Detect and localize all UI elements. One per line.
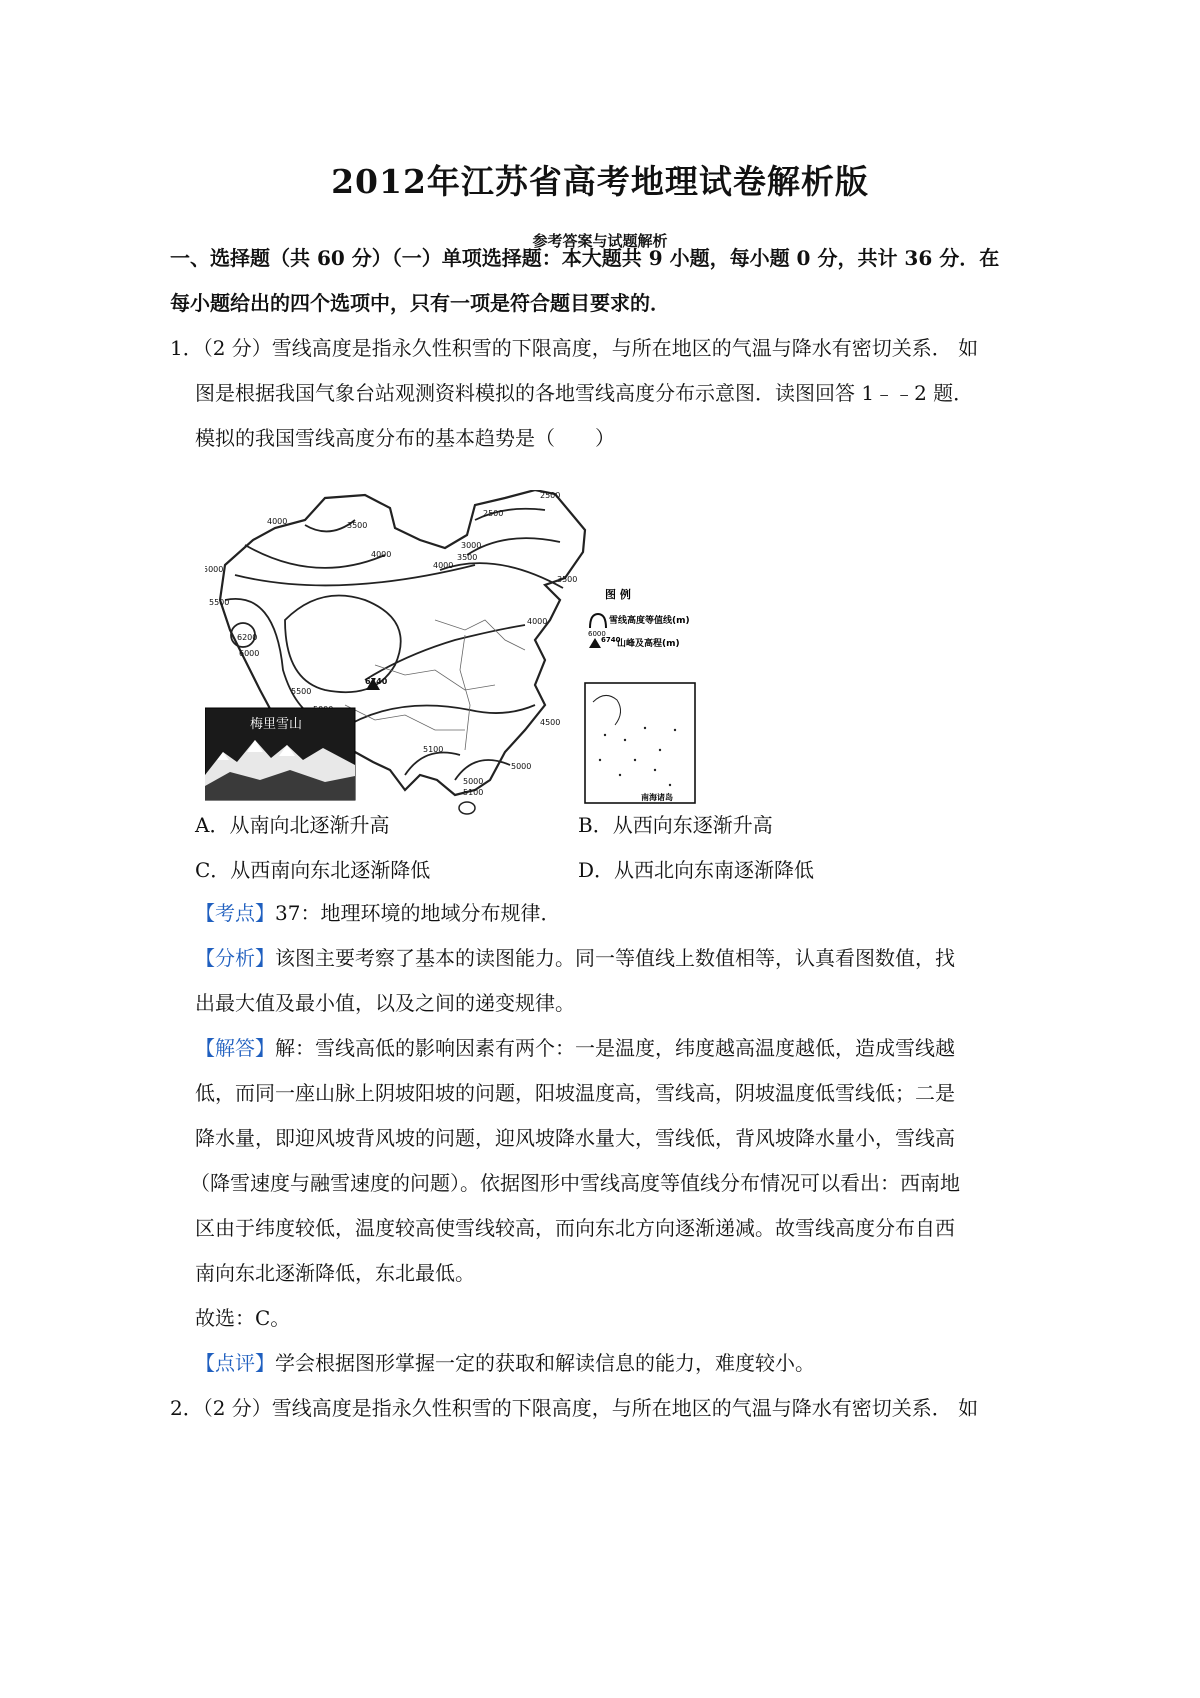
kaodian-row bbox=[195, 900, 560, 926]
document-title: 2012年江苏省高考地理试卷解析版 bbox=[331, 162, 869, 201]
legend-contour-label: 雪线高度等值线(m) bbox=[609, 616, 690, 626]
jieda-text-line-2: 低，而同一座山脉上阴坡阳坡的问题，阳坡温度高，雪线高，阴坡温度低雪线低；二是 bbox=[195, 1081, 955, 1105]
contour-label: 3500 bbox=[557, 575, 578, 584]
jieda-text-line-4: （降雪速度与融雪速度的问题）。依据图形中雪线高度等值线分布情况可以看出：西南地 bbox=[190, 1171, 960, 1195]
contour-label: 5100 bbox=[423, 745, 444, 754]
q1-stem-line-2: 图是根据我国气象台站观测资料模拟的各地雪线高度分布示意图．读图回答 1﹣﹣2 题． bbox=[195, 381, 974, 405]
legend-contour-sample: 6000 bbox=[588, 630, 606, 638]
q1-option-d: D．从西北向东南逐渐降低 bbox=[578, 858, 815, 882]
contour-label: 6740 bbox=[365, 677, 388, 686]
section-heading-line-2: 每小题给出的四个选项中，只有一项是符合题目要求的． bbox=[170, 291, 670, 315]
contour-line bbox=[405, 753, 460, 776]
contour-label: 6200 bbox=[237, 633, 258, 642]
snowline-map bbox=[205, 490, 805, 865]
q1-stem-line-3: 模拟的我国雪线高度分布的基本趋势是（ ） bbox=[195, 426, 615, 450]
contour-label: 5000 bbox=[463, 777, 484, 786]
islands-label: 南海诸岛 bbox=[641, 793, 673, 802]
meili-photo-inset bbox=[205, 708, 355, 800]
contour-label: 4500 bbox=[540, 718, 561, 727]
contour-line bbox=[245, 545, 385, 568]
dianping-row bbox=[195, 1350, 815, 1376]
jieda-text-line-1: 解：雪线高低的影响因素有两个：一是温度，纬度越高温度越低，造成雪线越 bbox=[275, 1036, 955, 1060]
contour-label: 5000 bbox=[205, 565, 224, 574]
contour-label: 3500 bbox=[347, 521, 368, 530]
contour-label: 5500 bbox=[291, 687, 312, 696]
kaodian-text: 37：地理环境的地域分布规律． bbox=[275, 901, 561, 925]
dianping-text: 学会根据图形掌握一定的获取和解读信息的能力，难度较小。 bbox=[275, 1351, 815, 1375]
jieda-text-line-3: 降水量，即迎风坡背风坡的问题，迎风坡降水量大，雪线低，背风坡降水量小，雪线高 bbox=[195, 1126, 955, 1150]
contour-legend-icon bbox=[590, 614, 606, 628]
contour-label: 2500 bbox=[540, 491, 561, 500]
contour-label: 4000 bbox=[371, 550, 392, 559]
contour-line bbox=[365, 625, 525, 680]
jieda-row bbox=[195, 1035, 955, 1061]
legend-peak-value: 6740 bbox=[601, 636, 621, 644]
document-subtitle: 参考答案与试题解析 bbox=[532, 232, 668, 250]
kaodian-tag: 【考点】 bbox=[195, 901, 275, 925]
contour-label: 3500 bbox=[457, 553, 478, 562]
jieda-text-line-5: 区由于纬度较低，温度较高使雪线较高，而向东北方向逐渐递减。故雪线高度分布自西 bbox=[195, 1216, 955, 1240]
contour-label: 3000 bbox=[461, 541, 482, 550]
jieda-text-line-6: 南向东北逐渐降低，东北最低。 bbox=[195, 1261, 475, 1285]
jieda-tag: 【解答】 bbox=[195, 1036, 275, 1060]
dianping-tag: 【点评】 bbox=[195, 1351, 275, 1375]
legend-title: 图 例 bbox=[605, 588, 631, 601]
contour-label: 4000 bbox=[267, 517, 288, 526]
q1-stem-line-1: 1．（2 分）雪线高度是指永久性积雪的下限高度，与所在地区的气温与降水有密切关系． 如 bbox=[170, 336, 979, 360]
contour-label: 6000 bbox=[239, 649, 260, 658]
section-heading-line-1: 一、选择题（共 60 分）（一）单项选择题：本大题共 9 小题，每小题 0 分，共计 36 分．在 bbox=[170, 246, 1000, 270]
contour-label: 5500 bbox=[209, 598, 230, 607]
q1-option-c: C．从西南向东北逐渐降低 bbox=[195, 858, 431, 882]
contour-label: 4000 bbox=[433, 561, 454, 570]
peak-legend-icon bbox=[589, 638, 601, 648]
snowline-map-figure bbox=[205, 490, 805, 865]
contour-label: 5000 bbox=[511, 762, 532, 771]
q1-option-b: B．从西向东逐渐升高 bbox=[578, 813, 773, 837]
legend-peak-label: 山峰及高程(m) bbox=[617, 639, 680, 649]
q1-option-a: A．从南向北逐渐升高 bbox=[195, 813, 390, 837]
contour-label: 4000 bbox=[527, 617, 548, 626]
contour-label: 5100 bbox=[463, 788, 484, 797]
fenxi-tag: 【分析】 bbox=[195, 946, 275, 970]
q2-stem-line-1: 2．（2 分）雪线高度是指永久性积雪的下限高度，与所在地区的气温与降水有密切关系． 如 bbox=[170, 1396, 979, 1420]
contour-line bbox=[225, 599, 320, 720]
south-china-sea-inset bbox=[585, 683, 695, 803]
answer-line: 故选：C。 bbox=[195, 1306, 291, 1330]
fenxi-text-line-1: 该图主要考察了基本的读图能力。同一等值线上数值相等，认真看图数值，找 bbox=[275, 946, 955, 970]
fenxi-row bbox=[195, 945, 955, 971]
fenxi-text-line-2: 出最大值及最小值，以及之间的递变规律。 bbox=[195, 991, 575, 1015]
photo-label: 梅里雪山 bbox=[250, 717, 303, 732]
contour-label: 2500 bbox=[483, 509, 504, 518]
map-legend bbox=[588, 587, 690, 649]
